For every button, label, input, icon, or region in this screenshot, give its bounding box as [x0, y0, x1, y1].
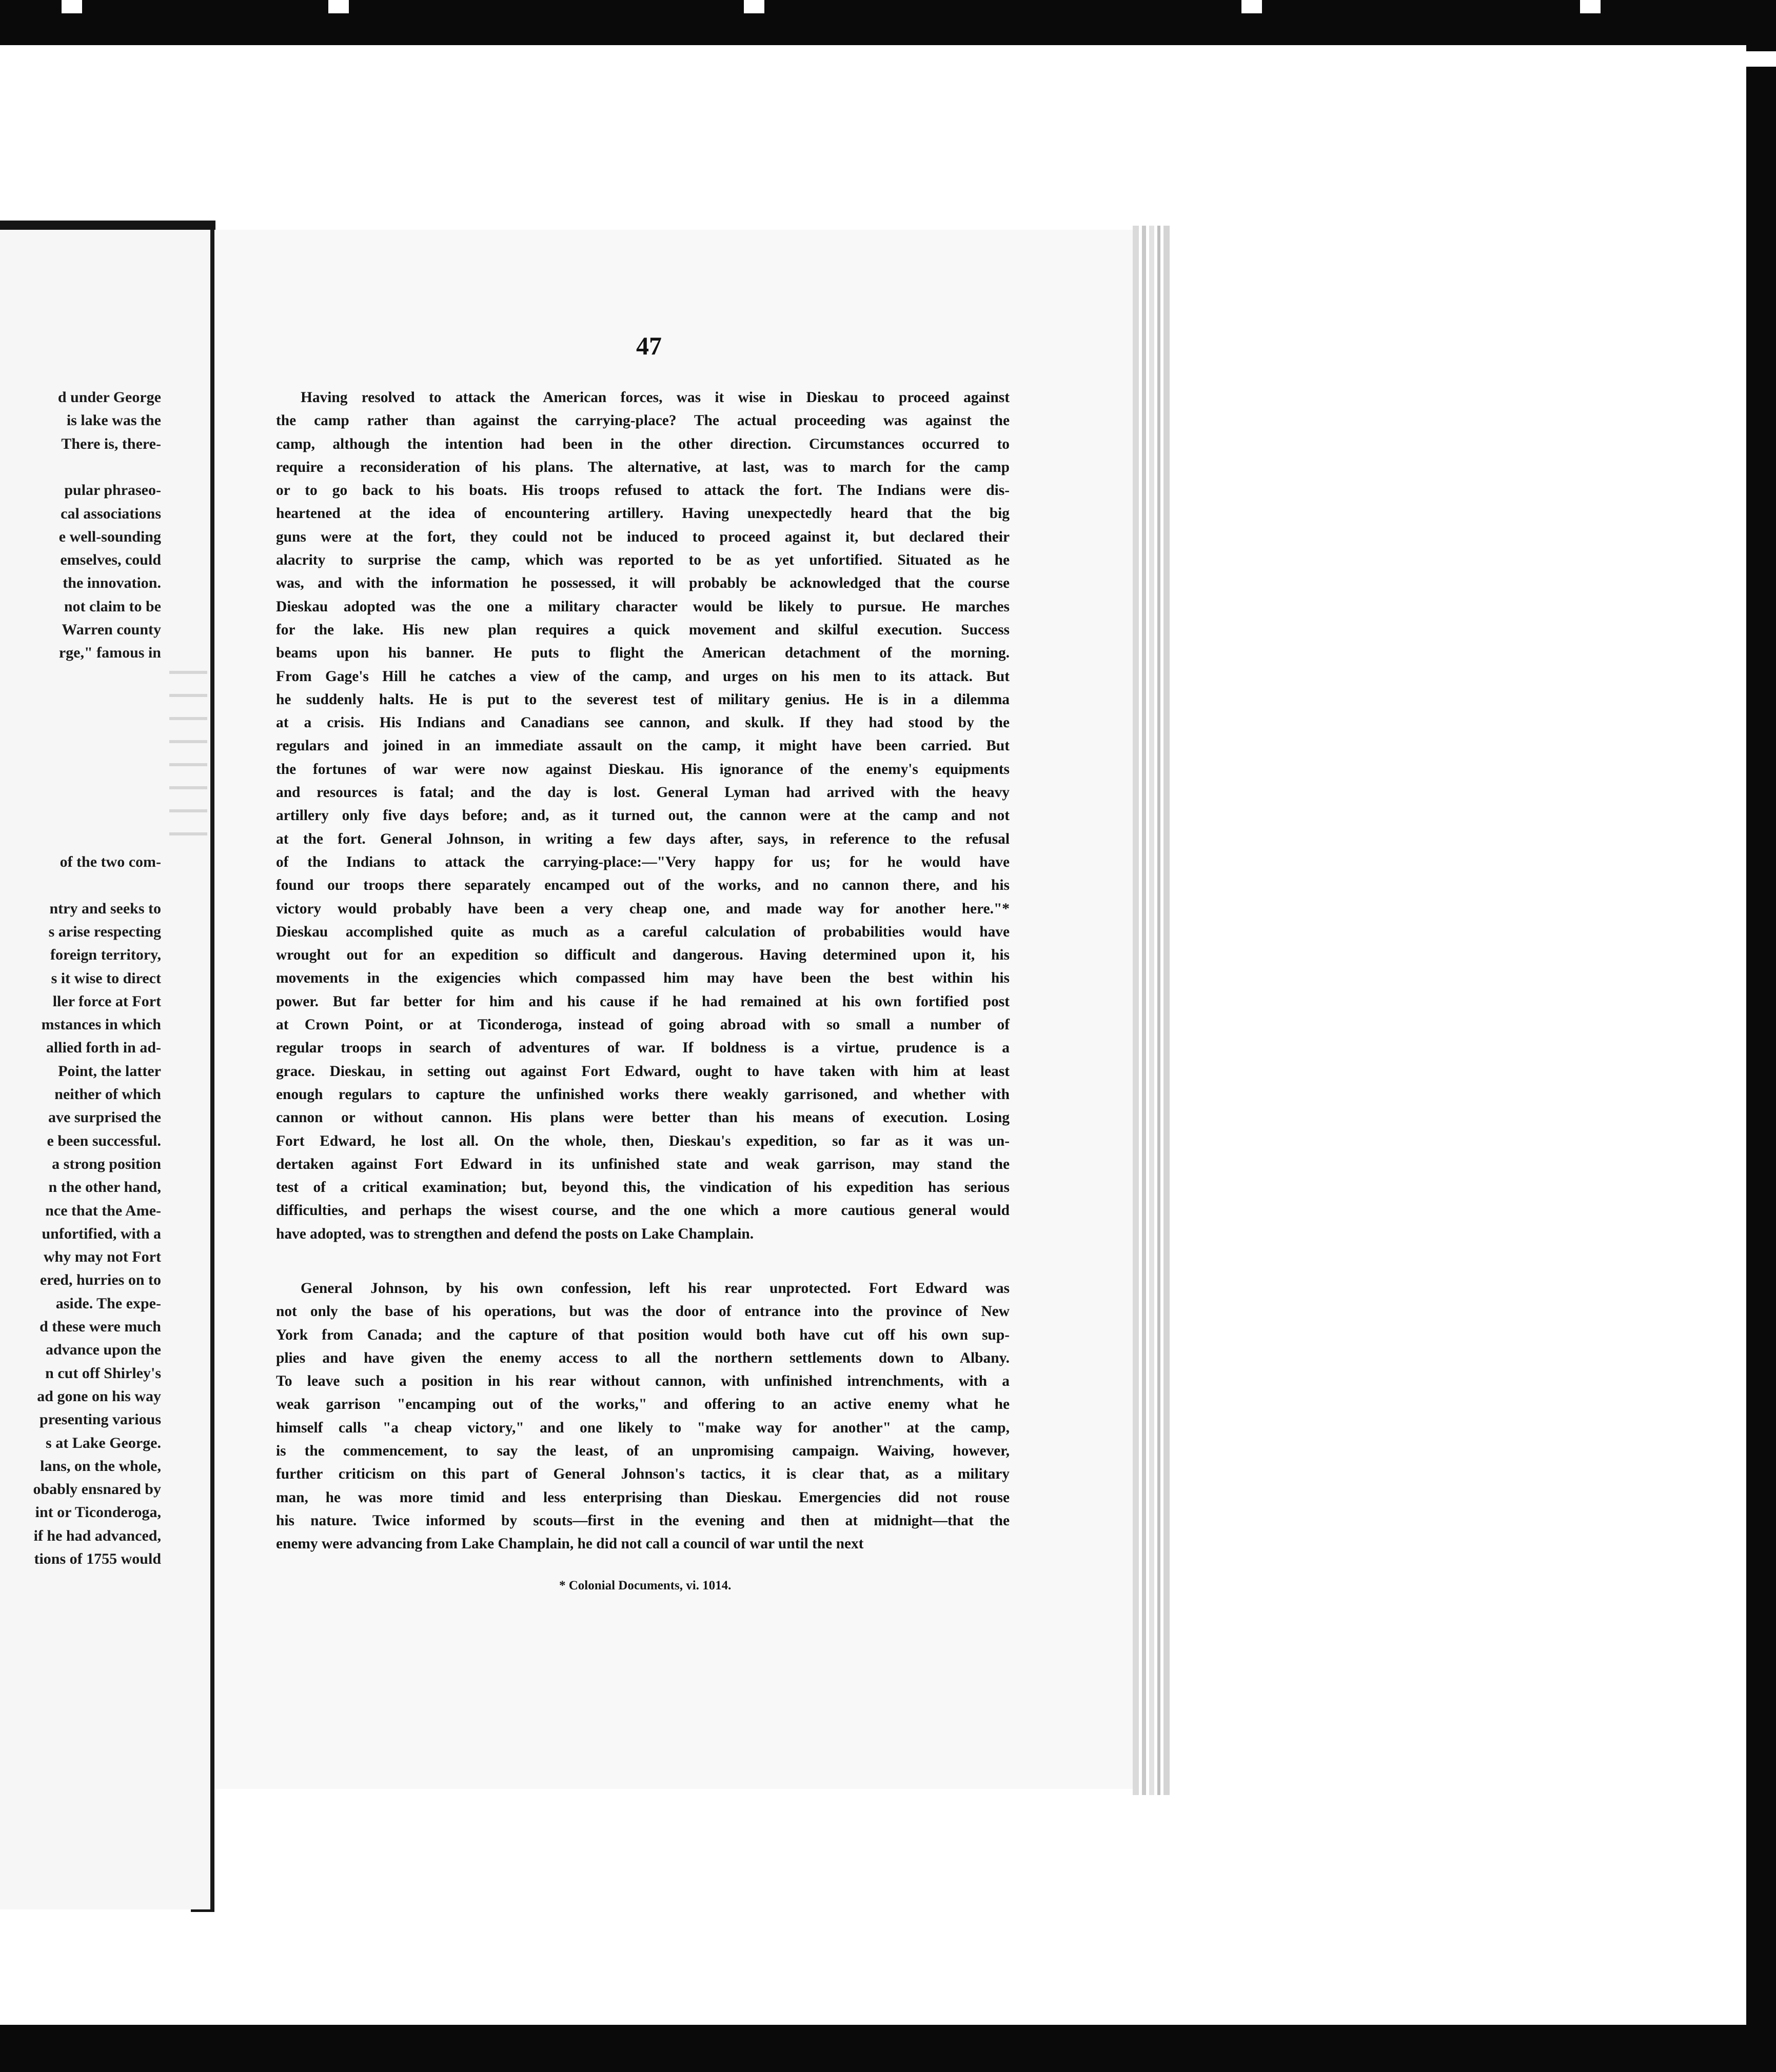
text-line: at the fort. General Johnson, in writing a few days after, says, in reference to the refusal [276, 830, 1010, 847]
page-number: 47 [636, 331, 662, 360]
show-through-mark [169, 786, 207, 789]
facing-page-line: of the two com- [60, 853, 161, 870]
facing-page-line: the innovation. [63, 574, 161, 592]
text-line: Fort Edward, he lost all. On the whole, then, Dieskau's expedition, so far as it was un- [276, 1132, 1010, 1149]
text-line: artillery only five days before; and, as it turned out, the cannon were at the camp and not [276, 807, 1010, 824]
paragraph-dieskau [276, 386, 1010, 1246]
text-line: found our troops there separately encamped out of the works, and no cannon there, and his [276, 877, 1010, 894]
text-line: weak garrison "encamping out of the works," and offering to an active enemy what he [276, 1396, 1010, 1413]
text-line: man, he was more timid and less enterprising than Dieskau. Emergencies did not rouse [276, 1489, 1010, 1506]
facing-page-line: int or Ticonderoga, [35, 1504, 161, 1521]
facing-page-line: obably ensnared by [33, 1481, 161, 1498]
facing-page-line: tions of 1755 would [34, 1550, 161, 1567]
scan-border-top [0, 0, 1776, 45]
facing-page-line: n cut off Shirley's [45, 1364, 161, 1382]
facing-page-line: lans, on the whole, [40, 1457, 161, 1475]
text-line: power. But far better for him and his cause if he had remained at his own fortified post [276, 993, 1010, 1010]
text-line: at a crisis. His Indians and Canadians see cannon, and skulk. If they had stood by the [276, 714, 1010, 731]
facing-page-line: e well-sounding [58, 528, 161, 545]
facing-page-line: e been successful. [47, 1132, 161, 1149]
facing-page-line: nce that the Ame- [45, 1202, 161, 1219]
facing-page-line: mstances in which [41, 1016, 161, 1033]
text-line: not only the base of his operations, but was the door of entrance into the province of New [276, 1303, 1010, 1320]
facing-page-line: ller force at Fort [52, 992, 161, 1010]
text-line: cannon or without cannon. His plans were better than his means of execution. Losing [276, 1109, 1010, 1126]
text-line: guns were at the fort, they could not be induced to proceed against it, but declared their [276, 528, 1010, 545]
text-line: test of a critical examination; but, beyond this, the vindication of his expedition has serious [276, 1179, 1010, 1196]
text-line: his nature. Twice informed by scouts—first in the evening and then at midnight—that the [276, 1512, 1010, 1529]
facing-page-line: rge," famous in [58, 644, 161, 662]
facing-page-line: Point, the latter [58, 1062, 161, 1080]
show-through-mark [169, 832, 207, 835]
text-line: enemy were advancing from Lake Champlain, he did not call a council of war until the next [276, 1536, 864, 1552]
page-edge [1149, 226, 1154, 1795]
text-line: he suddenly halts. He is put to the severest test of military genius. He is in a dilemma [276, 691, 1010, 708]
text-line: was, and with the information he possessed, it will probably be acknowledged that the course [276, 575, 1010, 592]
show-through-mark [169, 671, 207, 674]
facing-page-line: Warren county [62, 621, 161, 638]
footnote: * Colonial Documents, vi. 1014. [559, 1579, 732, 1592]
facing-page-line: advance upon the [45, 1341, 161, 1359]
facing-page-line: n the other hand, [48, 1179, 161, 1196]
text-line: Dieskau adopted was the one a military character would be likely to pursue. He marches [276, 598, 1010, 615]
text-line: the camp rather than against the carrying-place? The actual proceeding was against the [276, 412, 1010, 429]
page-top-shadow [0, 221, 215, 230]
paragraph-johnson [276, 1277, 1010, 1556]
show-through-mark [169, 763, 207, 766]
text-line: have adopted, was to strengthen and defend the posts on Lake Champlain. [276, 1225, 754, 1242]
page-edge [1157, 226, 1160, 1795]
facing-page-line: d under George [57, 389, 161, 406]
scan-border-right [1746, 0, 1776, 2072]
facing-page-line: s at Lake George. [46, 1434, 161, 1451]
facing-page-line: presenting various [40, 1411, 161, 1428]
text-line: dertaken against Fort Edward in its unfinished state and weak garrison, may stand the [276, 1155, 1010, 1172]
text-line: himself calls "a cheap victory," and one likely to "make way for another" at the camp, [276, 1419, 1010, 1436]
facing-page-line: if he had advanced, [33, 1527, 161, 1544]
facing-page-line: There is, there- [61, 435, 161, 452]
text-line: grace. Dieskau, in setting out against Fort Edward, ought to have taken with him at least [276, 1063, 1010, 1080]
facing-page-line: a strong position [52, 1155, 161, 1172]
facing-page-line: d these were much [40, 1318, 161, 1335]
facing-page-line: unfortified, with a [42, 1225, 161, 1242]
facing-page-line: not claim to be [64, 597, 161, 615]
text-line: alacrity to surprise the camp, which was reported to be as yet unfortified. Situated as he [276, 552, 1010, 569]
facing-page-line: ered, hurries on to [40, 1271, 161, 1289]
facing-page-line: s arise respecting [48, 923, 161, 940]
text-line: General Johnson, by his own confession, left his rear unprotected. Fort Edward was [301, 1280, 1010, 1297]
facing-page-line: aside. The expe- [55, 1294, 161, 1312]
text-line: require a reconsideration of his plans. The alternative, at last, was to march for the camp [276, 459, 1010, 475]
text-line: From Gage's Hill he catches a view of the camp, and urges on his men to its attack. But [276, 668, 1010, 685]
text-line: plies and have given the enemy access to all the northern settlements down to Albany. [276, 1349, 1010, 1366]
facing-page-line: foreign territory, [50, 946, 161, 964]
text-line: victory would probably have been a very cheap one, and made way for another here."* [276, 900, 1010, 917]
text-line: is the commencement, to say the least, of an unpromising campaign. Waiving, however, [276, 1443, 1010, 1460]
show-through-mark [169, 694, 207, 697]
text-line: Dieskau accomplished quite as much as a careful calculation of probabilities would have [276, 923, 1010, 940]
text-line: regulars and joined in an immediate assault on the camp, it might have been carried. But [276, 738, 1010, 754]
text-line: of the Indians to attack the carrying-place:—"Very happy for us; for he would have [276, 853, 1010, 870]
facing-page-line: s it wise to direct [51, 969, 161, 987]
text-line: beams upon his banner. He puts to flight the American detachment of the morning. [276, 645, 1010, 662]
facing-page-line: pular phraseo- [64, 482, 161, 499]
text-line: further criticism on this part of General Johnson's tactics, it is clear that, as a military [276, 1466, 1010, 1483]
page-edge [1163, 226, 1170, 1795]
text-line: heartened at the idea of encountering artillery. Having unexpectedly heard that the big [276, 505, 1010, 522]
facing-page-line: is lake was the [66, 412, 161, 429]
text-line: camp, although the intention had been in the other direction. Circumstances occurred to [276, 435, 1010, 452]
text-line: regular troops in search of adventures of war. If boldness is a virtue, prudence is a [276, 1040, 1010, 1057]
show-through-mark [169, 809, 207, 812]
text-line: the fortunes of war were now against Dieskau. His ignorance of the enemy's equipments [276, 761, 1010, 778]
text-line: York from Canada; and the capture of that position would both have cut off his own sup- [276, 1326, 1010, 1343]
facing-page-line: emselves, could [60, 551, 161, 569]
facing-page [0, 230, 213, 1909]
facing-page-line: allied forth in ad- [46, 1039, 161, 1057]
page-edge [1133, 226, 1139, 1795]
show-through-mark [169, 717, 207, 720]
text-line: at Crown Point, or at Ticonderoga, instead of going abroad with so small a number of [276, 1017, 1010, 1033]
text-line: Having resolved to attack the American forces, was it wise in Dieskau to proceed against [301, 389, 1010, 406]
scan-border-bottom [0, 2025, 1776, 2072]
text-line: movements in the exigencies which compassed him may have been the best within his [276, 970, 1010, 987]
text-line: wrought out for an expedition so difficult and dangerous. Having determined upon it, his [276, 947, 1010, 964]
facing-page-line: cal associations [61, 505, 161, 522]
page-edge [1142, 226, 1146, 1795]
facing-page-line: ave surprised the [48, 1109, 161, 1126]
facing-page-line: neither of which [54, 1086, 161, 1103]
facing-page-line: ad gone on his way [37, 1387, 161, 1405]
text-line: enough regulars to capture the unfinished works there weakly garrisoned, and whether with [276, 1086, 1010, 1103]
facing-page-line: why may not Fort [43, 1248, 161, 1266]
facing-page-line: ntry and seeks to [49, 900, 161, 917]
text-line: and resources is fatal; and the day is lost. General Lyman had arrived with the heavy [276, 784, 1010, 801]
text-line: for the lake. His new plan requires a quick movement and skilful execution. Success [276, 621, 1010, 638]
text-line: or to go back to his boats. His troops refused to attack the fort. The Indians were dis- [276, 482, 1010, 499]
show-through-mark [169, 740, 207, 743]
text-line: To leave such a position in his rear without cannon, with unfinished intrenchments, with a [276, 1373, 1010, 1390]
text-line: difficulties, and perhaps the wisest course, and the one which a more cautious general would [276, 1202, 1010, 1219]
